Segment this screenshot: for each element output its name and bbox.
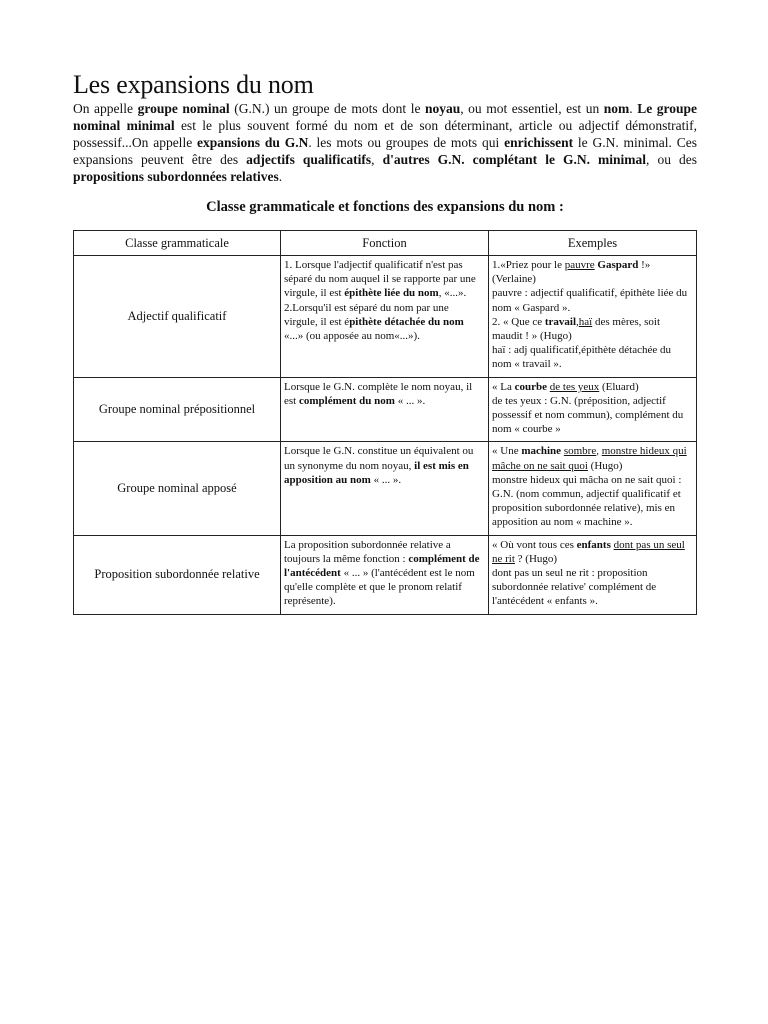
fonction-text: La proposition subordonnée relative a toujours la même fonction : (284, 538, 451, 565)
fonction-cell (281, 377, 489, 442)
table-row (74, 535, 697, 614)
example-text: 2. « Que ce (492, 315, 545, 328)
intro-bold: expansions du G.N (197, 135, 309, 150)
fonction-text: « ... ». (394, 394, 426, 407)
example-underline: dont pas un seul ne rit (492, 538, 685, 565)
table-title: Classe grammaticale et fonctions des expansions du nom : (206, 199, 564, 215)
classe-cell: Adjectif qualificatif (74, 256, 281, 378)
fonction-cell (281, 535, 489, 614)
table-header-row (74, 231, 697, 256)
example-underline: haï (578, 315, 593, 328)
column-header-classe: Classe grammaticale (74, 231, 281, 256)
example-text: (Eluard) (599, 380, 639, 393)
example-text: ? (Hugo) (514, 552, 558, 565)
table-row (74, 377, 697, 442)
intro-bold: groupe nominal (137, 101, 230, 116)
intro-text: . les mots ou groupes de mots qui (308, 135, 505, 150)
fonction-line (284, 301, 485, 344)
fonction-text: « ... » (l'antécédent est le nom qu'elle complète et que le pronom relatif représente). (284, 567, 475, 608)
example-text: 1.«Priez pour le (492, 259, 565, 271)
fonction-text: «...» (ou apposée au nom«...»). (284, 330, 420, 343)
column-header-exemples: Exemples (489, 231, 697, 256)
example-text: des mères, soit maudit ! » (Hugo) (492, 315, 661, 343)
intro-text: , ou des (646, 152, 697, 167)
classe-cell: Groupe nominal prépositionnel (74, 377, 281, 442)
fonction-bold: complément du nom (298, 394, 395, 407)
example-line (492, 380, 693, 394)
example-underline: monstre hideux qui mâche on ne sait quoi (492, 445, 687, 472)
example-explanation: pauvre : adjectif qualificatif, épithète liée du nom « Gaspard ». (492, 287, 688, 314)
exemples-cell (489, 442, 697, 535)
exemples-cell (489, 535, 697, 614)
example-underline: pauvre (564, 259, 595, 271)
intro-text: . (278, 169, 283, 184)
example-bold: Gaspard (597, 259, 639, 271)
fonction-text: Lorsque le G.N. complète le nom noyau, il est (284, 380, 473, 407)
example-line (492, 258, 693, 286)
table-row (74, 442, 697, 535)
intro-text: est le plus souvent formé du nom et de son déterminant, article ou adjectif démonstratif, possessif...On appelle (73, 118, 697, 150)
example-text: , (596, 445, 602, 458)
example-bold: courbe (514, 380, 547, 393)
example-explanation: haï : adj qualificatif,épithète détachée du nom « travail ». (492, 344, 671, 371)
intro-bold: nom (603, 101, 630, 116)
fonction-cell (281, 256, 489, 378)
example-line (492, 444, 693, 472)
intro-bold: adjectifs qualificatifs (246, 152, 372, 167)
document-page (73, 70, 697, 615)
expansions-table (73, 230, 697, 615)
example-text: « Une (492, 445, 522, 458)
example-text: , (576, 315, 579, 328)
classe-cell: Proposition subordonnée relative (74, 535, 281, 614)
example-line (492, 538, 693, 566)
example-underline: de tes yeux (549, 380, 600, 393)
intro-text: , ou mot essentiel, est un (460, 101, 604, 116)
example-explanation: dont pas un seul ne rit : proposition subordonnée relative' complément de l'antécédent « enfants ». (492, 567, 657, 608)
intro-paragraph (73, 100, 697, 185)
classe-cell: Groupe nominal apposé (74, 442, 281, 535)
example-bold: machine (521, 445, 562, 458)
table-row (74, 256, 697, 378)
example-text: « Où vont tous ces (492, 538, 577, 551)
exemples-cell (489, 377, 697, 442)
fonction-bold: épithète liée du nom (344, 287, 439, 300)
example-text: « La (492, 380, 515, 393)
fonction-text: , «...». (438, 287, 467, 300)
intro-bold: noyau (424, 101, 461, 116)
example-text: !» (Verlaine) (492, 259, 651, 286)
fonction-bold: il est mis en apposition au nom (284, 459, 469, 486)
example-explanation: de tes yeux : G.N. (préposition, adjectif possessif et nom commun), complément du nom « courbe » (492, 394, 684, 436)
fonction-bold: pithète détachée du nom (349, 315, 464, 328)
intro-text: . (629, 101, 638, 116)
example-underline: sombre (563, 445, 597, 458)
column-header-fonction: Fonction (281, 231, 489, 256)
intro-text: (G.N.) un groupe de mots dont le (229, 101, 425, 116)
intro-bold: d'autres G.N. complétant le G.N. minimal (382, 152, 647, 167)
example-bold: enfants (576, 538, 611, 551)
intro-text: , (371, 152, 383, 167)
intro-text: On appelle (73, 101, 138, 116)
intro-bold: Le groupe nominal minimal (73, 101, 698, 133)
fonction-cell (281, 442, 489, 535)
example-explanation: monstre hideux qui mâcha on ne sait quoi : G.N. (nom commun, adjectif qualificatif et proposition subordonnée relative), mis en apposition au nom « machine ». (492, 473, 682, 529)
fonction-bold: complément de l'antécédent (284, 552, 480, 580)
page-title: Les expansions du nom (73, 70, 314, 99)
fonction-text: Lorsque le G.N. constitue un équivalent ou un synonyme du nom noyau, (284, 445, 474, 472)
example-bold: travail (544, 315, 577, 328)
example-line (492, 315, 693, 343)
example-text: (Hugo) (587, 459, 623, 472)
fonction-text: « ... ». (370, 473, 402, 486)
intro-bold: enrichissent (504, 135, 574, 150)
fonction-text: 1. Lorsque l'adjectif qualificatif n'est pas séparé du nom auquel il se rapporte par une virgule, il est (284, 259, 476, 300)
intro-bold: propositions subordonnées relatives (73, 169, 279, 184)
intro-text: le G.N. minimal. Ces expansions peuvent être des (73, 135, 697, 167)
exemples-cell (489, 256, 697, 378)
fonction-text: 2.Lorsqu'il est séparé du nom par une virgule, il est é (284, 301, 449, 328)
